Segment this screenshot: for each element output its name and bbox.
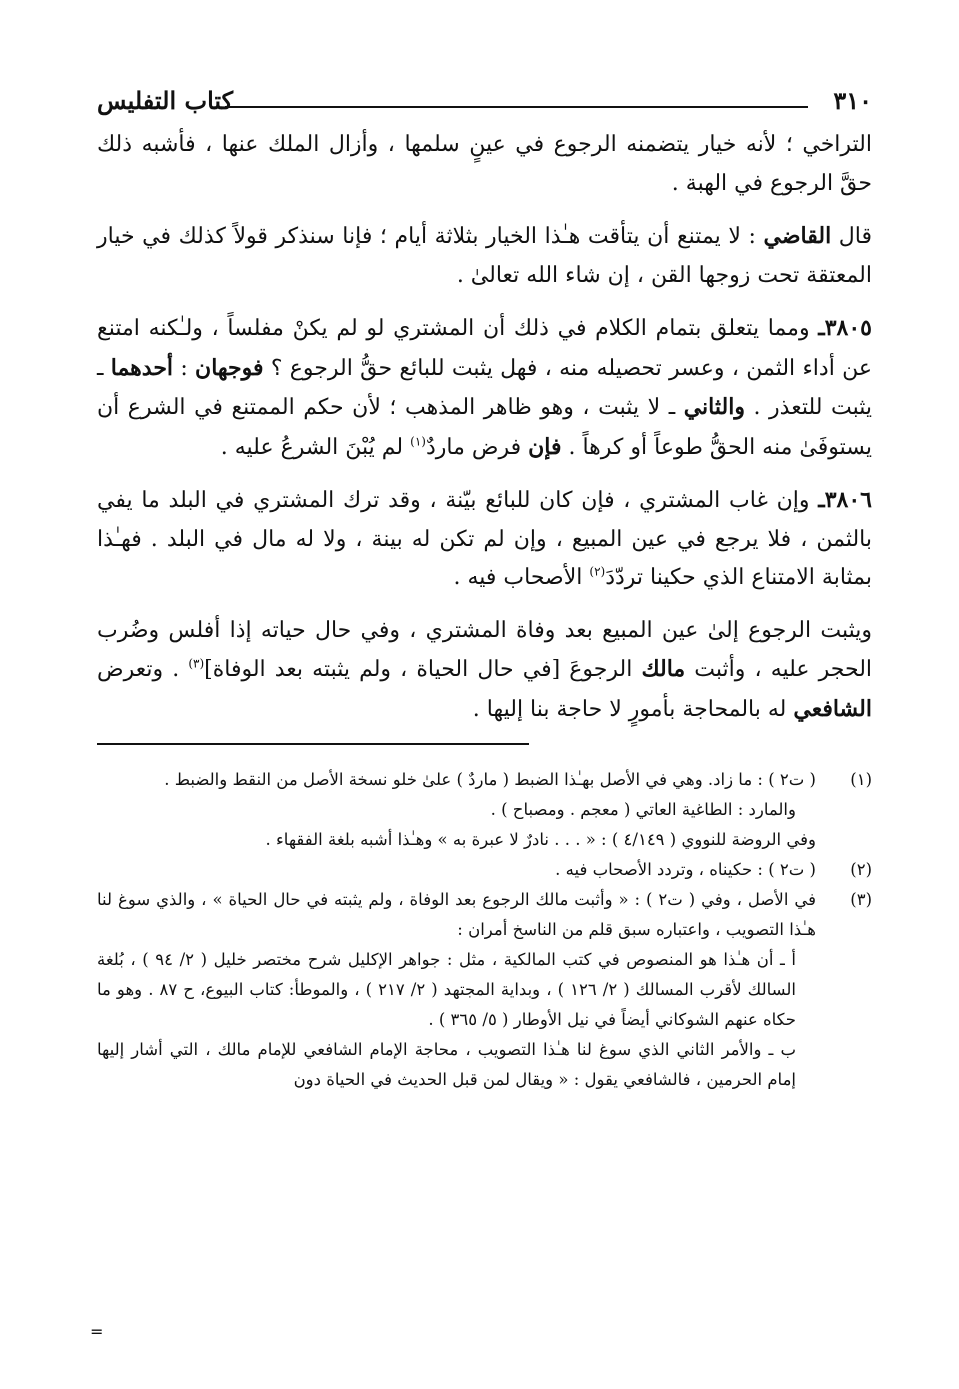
footnote-ref-3[interactable]: (٣) <box>188 656 205 671</box>
footnote-2: (٢) ( ت٢ ) : حكيناه ، وتردد الأصحاب فيه . <box>97 855 872 885</box>
book-page <box>97 80 872 1095</box>
footnote-ref-1[interactable]: (١) <box>410 434 426 449</box>
paragraph-2: قال القاضي : لا يمتنع أن يتأقت هـٰذا الخيار بثلاثة أيام ؛ فإنا سنذكر قولاً كذلك في خيار المعتقة تحت زوجها القن ، إن شاء الله تعالىٰ . <box>97 223 872 288</box>
paragraph-3805: ٣٨٠٥ـ ومما يتعلق بتمام الكلام في ذلك أن المشتري لو لم يكنْ مفلساً ، ولـٰكنه امتنع عن أداء الثمن ، وعسر تحصيله منه ، فهل يثبت للبائع حقُّ الرجوع ؟ فوجهان : أحدهما ـ يثبت للتعذر . والثاني ـ لا يثبت ، وهو ظاهر المذهب ؛ لأن حكم الممتنع في الشرع أن يستوفَىٰ منه الحقُّ طوعاً أو كرهاً . فإن فرض ماردٌ$^{(١)}$ لم يُبْنَ الشرعُ عليه . <box>97 315 872 460</box>
footnote-marker: (٢) <box>850 860 872 879</box>
footnote-ref-2[interactable]: (٢) <box>589 564 606 579</box>
footnote-separator <box>97 743 529 745</box>
footnote-marker: (١) <box>850 770 872 789</box>
paragraph-number: ٣٨٠٥ـ <box>818 315 872 341</box>
running-title: كتاب التفليس <box>97 86 234 115</box>
footnote-1: (١) ( ت٢ ) : ما زاد. وهي في الأصل بهـٰذا الضبط ( ماردٌ ) علىٰ خلو نسخة الأصل من النقط والضبط . والمارد : الطاغية العاتي ( معجم . ومصباح ) . وفي الروضة للنووي ( ٤/١٤٩ ) : « . . . نادرٌ لا عبرة به » وهـٰذا أشبه بلغة الفقهاء . <box>97 765 872 855</box>
continuation-mark: = <box>90 1322 104 1341</box>
scholar-name: القاضي <box>763 223 832 249</box>
header-rule <box>225 106 808 108</box>
footnote-3: (٣) في الأصل ، وفي ( ت٢ ) : « وأثبت مالك الرجوع بعد الوفاة ، ولم يثبته في حال الحياة » ، والذي سوغ لنا هـٰذا التصويب ، واعتباره سبق قلم من الناسخ أمران : أ ـ أن هـٰذا هو المنصوص في كتب المالكية ، مثل : جواهر الإكليل شرح مختصر خليل ( ٢/ ٩٤ ) ، بُلغة السالك لأقرب المسالك ( ٢/ ١٢٦ ) ، وبداية المجتهد ( ٢/ ٢١٧ ) ، والموطأ: كتاب البيوع، ح ٨٧ . وهو ما حكاه عنهم الشوكاني أيضاً في نيل الأوطار ( ٥/ ٣٦٥ ) . ب ـ والأمر الثاني الذي سوغ لنا هـٰذا التصويب ، محاجة الإمام الشافعي للإمام مالك ، التي أشار إليها إمام الحرمين ، فالشافعي يقول : « ويقال لمن قبل الحديث في الحياة دون <box>97 885 872 1095</box>
paragraph-number: ٣٨٠٦ـ <box>818 487 872 513</box>
footnotes <box>97 765 872 1095</box>
scholar-name: مالك <box>641 656 686 682</box>
paragraph-1: التراخي ؛ لأنه خيار يتضمنه الرجوع في عينٍ سلمها ، وأزال الملك عنها ، فأشبه ذلك حقَّ الرجوع في الهبة . <box>97 132 872 196</box>
page-header <box>97 80 872 120</box>
footnote-marker: (٣) <box>850 890 872 909</box>
page-number: ٣١٠ <box>833 86 872 115</box>
main-text <box>97 126 872 729</box>
scholar-name: الشافعي <box>793 695 872 722</box>
paragraph-3806: ٣٨٠٦ـ وإن غاب المشتري ، فإن كان للبائع بيّنة ، وقد ترك المشتري في البلد ما يفي بالثمن ، فلا يرجع في عين المبيع ، وإن لم تكن له بينة ، ولا له مال في البلد . فهـٰذا بمثابة الامتناع الذي حكينا تردّدَ$^{(٢)}$ الأصحاب فيه . <box>97 487 872 590</box>
paragraph-5: ويثبت الرجوع إلىٰ عين المبيع بعد وفاة المشتري ، وفي حال حياته إذا أفلس وضُرب الحجر عليه ، وأثبت مالك الرجوعَ [في حال الحياة ، ولم يثبته بعد الوفاة]$^{(٣)}$ . وتعرض الشافعي له بالمحاجة بأمورٍ لا حاجة بنا إليها . <box>97 617 873 722</box>
